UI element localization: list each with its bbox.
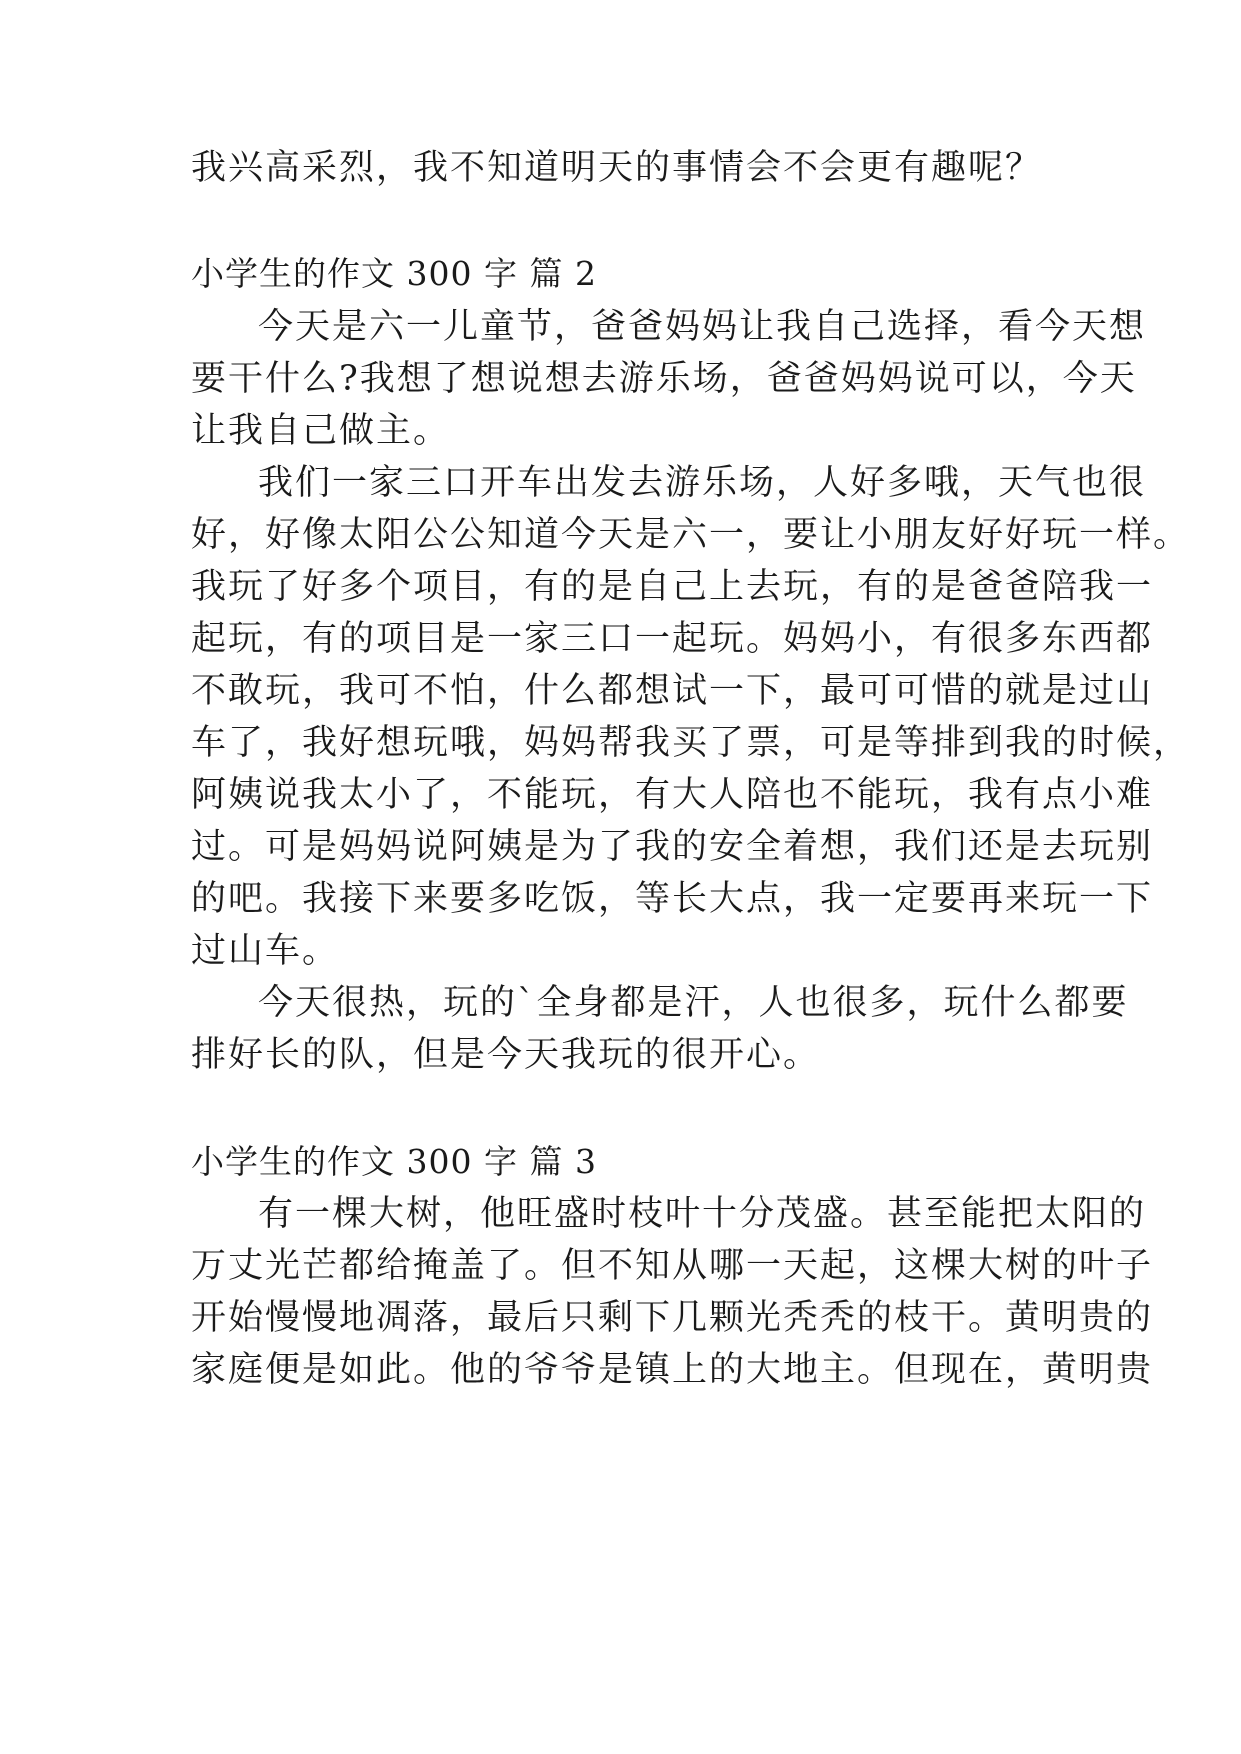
paragraph-line: 好，好像太阳公公知道今天是六一，要让小朋友好好玩一样。 [191,515,1191,555]
paragraph-line: 的吧。我接下来要多吃饭，等长大点，我一定要再来玩一下 [191,879,1154,919]
paragraph-line: 家庭便是如此。他的爷爷是镇上的大地主。但现在，黄明贵 [191,1350,1154,1390]
paragraph-line: 让我自己做主。 [191,411,451,451]
paragraph-line: 开始慢慢地凋落，最后只剩下几颗光秃秃的枝干。黄明贵的 [191,1298,1154,1338]
paragraph-line: 阿姨说我太小了，不能玩，有大人陪也不能玩，我有点小难 [191,775,1154,815]
paragraph-line: 我们一家三口开车出发去游乐场，人好多哦，天气也很 [258,463,1147,503]
paragraph-line: 起玩，有的项目是一家三口一起玩。妈妈小，有很多东西都 [191,619,1154,659]
paragraph-line: 万丈光芒都给掩盖了。但不知从哪一天起，这棵大树的叶子 [191,1246,1154,1286]
section-heading-2: 小学生的作文 300 字 篇 2 [191,254,597,293]
paragraph-line: 要干什么?我想了想说想去游乐场，爸爸妈妈说可以，今天 [191,359,1137,399]
paragraph-line: 过山车。 [191,931,340,971]
section-heading-3: 小学生的作文 300 字 篇 3 [191,1142,597,1181]
paragraph-line: 车了，我好想玩哦，妈妈帮我买了票，可是等排到我的时候， [191,723,1191,763]
paragraph-line: 排好长的队，但是今天我玩的很开心。 [191,1035,821,1075]
paragraph-line: 今天很热，玩的`全身都是汗，人也很多，玩什么都要 [258,983,1129,1023]
paragraph-line: 过。可是妈妈说阿姨是为了我的安全着想，我们还是去玩别 [191,827,1154,867]
paragraph-line: 不敢玩，我可不怕，什么都想试一下，最可可惜的就是过山 [191,671,1154,711]
paragraph-line: 有一棵大树，他旺盛时枝叶十分茂盛。甚至能把太阳的 [258,1194,1147,1234]
opening-line: 我兴高采烈，我不知道明天的事情会不会更有趣呢？ [191,148,1043,188]
paragraph-line: 今天是六一儿童节，爸爸妈妈让我自己选择，看今天想 [258,307,1147,347]
paragraph-line: 我玩了好多个项目，有的是自己上去玩，有的是爸爸陪我一 [191,567,1154,607]
